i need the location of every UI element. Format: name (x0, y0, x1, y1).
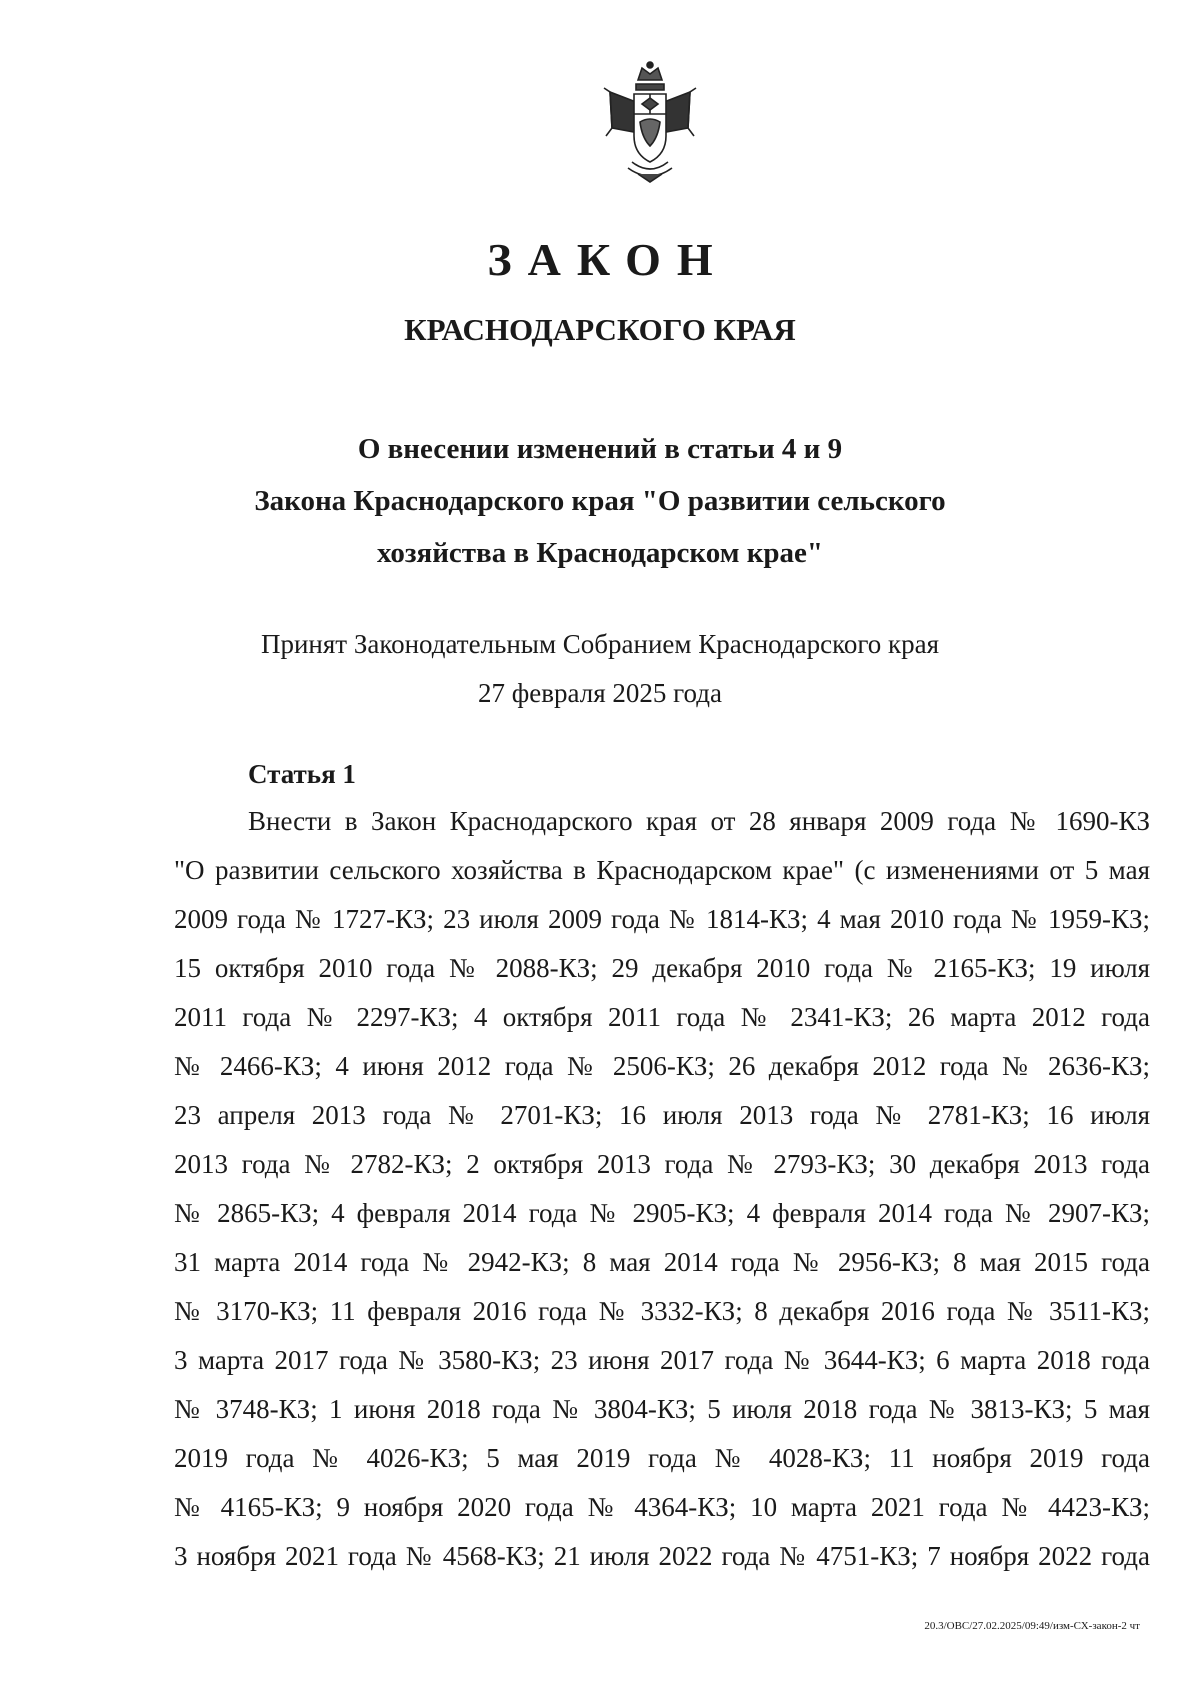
law-title (160, 423, 1040, 579)
krasnodar-coat-of-arms-icon (598, 58, 702, 188)
law-title-line: Закона Краснодарского края "О развитии сельского (254, 485, 946, 517)
article-body-line: № 3748-КЗ; 1 июня 2018 года № 3804-КЗ; 5 июля 2018 года № 3813-КЗ; 5 мая (174, 1394, 1150, 1424)
document-code: 20.3/ОВС/27.02.2025/09:49/изм-СХ-закон-2 чт (924, 1620, 1140, 1632)
article-body-line: 2009 года № 1727-КЗ; 23 июля 2009 года № 1814-КЗ; 4 мая 2010 года № 1959-КЗ; (174, 904, 1150, 934)
article-body-line: № 4165-КЗ; 9 ноября 2020 года № 4364-КЗ; 10 марта 2021 года № 4423-КЗ; (174, 1492, 1150, 1522)
adoption-line: Принят Законодательным Собранием Краснодарского края (260, 629, 940, 659)
law-title-line: хозяйства в Краснодарском крае" (376, 537, 824, 569)
document-subtitle: КРАСНОДАРСКОГО КРАЯ (404, 312, 796, 347)
article-body (174, 797, 1150, 1581)
adoption-date: 27 февраля 2025 года (478, 678, 722, 708)
article-body-line: 3 ноября 2021 года № 4568-КЗ; 21 июля 2022 года № 4751-КЗ; 7 ноября 2022 года (174, 1541, 1150, 1571)
article-body-line: "О развитии сельского хозяйства в Краснодарском крае" (с изменениями от 5 мая (174, 855, 1150, 885)
article-heading: Статья 1 (248, 759, 356, 789)
article-body-line: № 2466-КЗ; 4 июня 2012 года № 2506-КЗ; 26 декабря 2012 года № 2636-КЗ; (174, 1051, 1150, 1081)
adoption-statement (160, 620, 1040, 718)
article-body-line: 2011 года № 2297-КЗ; 4 октября 2011 года № 2341-КЗ; 26 марта 2012 года (174, 1002, 1150, 1032)
article-body-line: 2013 года № 2782-КЗ; 2 октября 2013 года № 2793-КЗ; 30 декабря 2013 года (174, 1149, 1150, 1179)
article-body-line: 23 апреля 2013 года № 2701-КЗ; 16 июля 2013 года № 2781-КЗ; 16 июля (174, 1100, 1150, 1130)
article-body-line: 31 марта 2014 года № 2942-КЗ; 8 мая 2014 года № 2956-КЗ; 8 мая 2015 года (174, 1247, 1150, 1277)
article-body-line: Внести в Закон Краснодарского края от 28 января 2009 года № 1690-КЗ (248, 806, 1150, 836)
article-body-line: № 3170-КЗ; 11 февраля 2016 года № 3332-КЗ; 8 декабря 2016 года № 3511-КЗ; (174, 1296, 1150, 1326)
document-title: ЗАКОН (487, 234, 729, 285)
article-body-line: № 2865-КЗ; 4 февраля 2014 года № 2905-КЗ; 4 февраля 2014 года № 2907-КЗ; (174, 1198, 1150, 1228)
article-body-line: 15 октября 2010 года № 2088-КЗ; 29 декабря 2010 года № 2165-КЗ; 19 июля (174, 953, 1150, 983)
article-body-line: 3 марта 2017 года № 3580-КЗ; 23 июня 2017 года № 3644-КЗ; 6 марта 2018 года (174, 1345, 1150, 1375)
law-title-line: О внесении изменений в статьи 4 и 9 (357, 433, 843, 465)
article-body-line: 2019 года № 4026-КЗ; 5 мая 2019 года № 4028-КЗ; 11 ноября 2019 года (174, 1443, 1150, 1473)
